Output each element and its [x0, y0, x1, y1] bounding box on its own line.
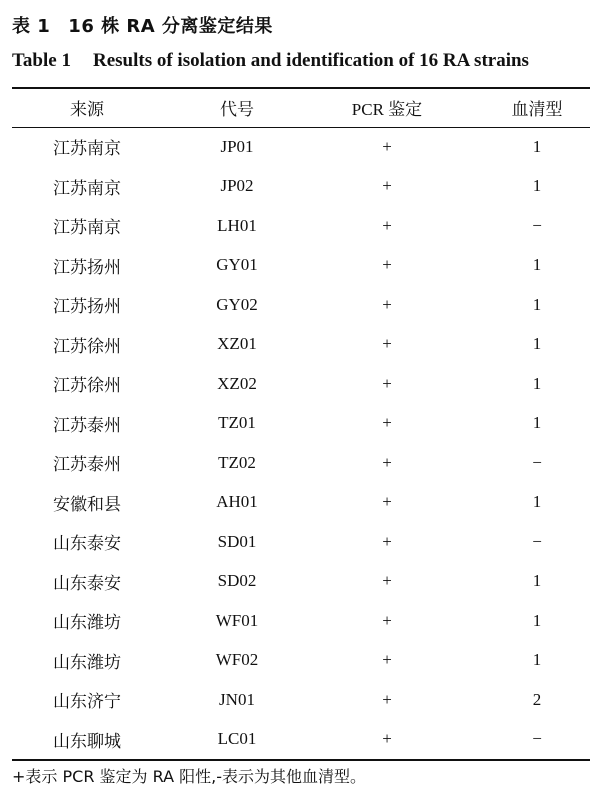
- origin-cell: 江苏扬州: [53, 257, 121, 278]
- pcr-cell: +: [382, 413, 392, 433]
- origin-cell: 山东济宁: [53, 692, 121, 713]
- origin-cell: 山东潍坊: [53, 613, 121, 634]
- origin-cell: 山东泰安: [53, 573, 121, 594]
- code-cell: WF01: [215, 610, 259, 630]
- pcr-cell: +: [382, 255, 392, 275]
- code-cell: JN01: [219, 689, 255, 709]
- origin-cell: 江苏南京: [53, 218, 121, 239]
- table-number-cn: 表 1: [12, 16, 51, 37]
- table-bottom-rule: [12, 759, 590, 761]
- table-row: [12, 285, 590, 325]
- table-row: [12, 364, 590, 404]
- table-row: [12, 325, 590, 365]
- header-code: 代号: [220, 100, 254, 120]
- origin-cell: 江苏南京: [53, 178, 121, 199]
- pcr-cell: +: [382, 610, 392, 630]
- table-row: [12, 206, 590, 246]
- serotype-cell: −: [532, 215, 542, 235]
- code-cell: JP02: [220, 176, 254, 196]
- table-body: [12, 127, 590, 759]
- origin-cell: 山东泰安: [53, 534, 121, 555]
- table-row: [12, 680, 590, 720]
- serotype-cell: 1: [532, 610, 542, 630]
- serotype-cell: 1: [532, 255, 542, 275]
- origin-cell: 山东潍坊: [53, 652, 121, 673]
- serotype-cell: 1: [532, 413, 542, 433]
- table-row: [12, 246, 590, 286]
- table-number-en: Table 1: [12, 50, 71, 71]
- serotype-cell: −: [532, 729, 542, 749]
- pcr-cell: +: [382, 452, 392, 472]
- serotype-cell: 1: [532, 492, 542, 512]
- table-caption-cn: 16 株 RA 分离鉴定结果: [68, 16, 273, 37]
- header-origin: 来源: [70, 100, 104, 120]
- code-cell: TZ02: [218, 452, 256, 472]
- pcr-cell: +: [382, 294, 392, 314]
- results-table: [12, 88, 590, 759]
- origin-cell: 江苏扬州: [53, 297, 121, 318]
- serotype-cell: 1: [532, 650, 542, 670]
- pcr-cell: +: [382, 689, 392, 709]
- table-caption-en: Results of isolation and identification of 16 RA strains: [92, 50, 529, 71]
- pcr-cell: +: [382, 650, 392, 670]
- code-cell: TZ01: [218, 413, 256, 433]
- header-serotype: 血清型: [511, 100, 563, 120]
- table-title-en: [12, 50, 529, 72]
- origin-cell: 安徽和县: [53, 494, 121, 515]
- code-cell: JP01: [220, 136, 254, 156]
- origin-cell: 江苏徐州: [53, 376, 121, 397]
- code-cell: SD02: [217, 571, 257, 591]
- code-cell: LH01: [217, 215, 257, 235]
- origin-cell: 山东聊城: [53, 731, 121, 752]
- table-row: [12, 127, 590, 167]
- serotype-cell: 1: [532, 294, 542, 314]
- table-footnote: +表示 PCR 鉴定为 RA 阳性,-表示为其他血清型。: [12, 767, 366, 786]
- table-row: [12, 167, 590, 207]
- serotype-cell: 1: [532, 571, 542, 591]
- table-row: [12, 404, 590, 444]
- serotype-cell: 2: [532, 689, 542, 709]
- pcr-cell: +: [382, 492, 392, 512]
- origin-cell: 江苏泰州: [53, 415, 121, 436]
- code-cell: XZ02: [217, 373, 257, 393]
- serotype-cell: 1: [532, 136, 542, 156]
- table-row: [12, 601, 590, 641]
- code-cell: XZ01: [217, 334, 257, 354]
- pcr-cell: +: [382, 729, 392, 749]
- table-title-cn: [12, 12, 273, 38]
- origin-cell: 江苏徐州: [53, 336, 121, 357]
- origin-cell: 江苏泰州: [53, 455, 121, 476]
- pcr-cell: +: [382, 531, 392, 551]
- serotype-cell: 1: [532, 373, 542, 393]
- serotype-cell: 1: [532, 176, 542, 196]
- table-row: [12, 443, 590, 483]
- pcr-cell: +: [382, 373, 392, 393]
- code-cell: SD01: [217, 531, 257, 551]
- pcr-cell: +: [382, 136, 392, 156]
- table-row: [12, 522, 590, 562]
- serotype-cell: −: [532, 531, 542, 551]
- pcr-cell: +: [382, 571, 392, 591]
- table-header-row: [12, 88, 590, 127]
- code-cell: WF02: [215, 650, 259, 670]
- header-pcr: PCR 鉴定: [351, 100, 423, 119]
- code-cell: AH01: [216, 492, 258, 512]
- origin-cell: 江苏南京: [53, 139, 121, 160]
- serotype-cell: −: [532, 452, 542, 472]
- code-cell: LC01: [217, 729, 257, 749]
- pcr-cell: +: [382, 334, 392, 354]
- serotype-cell: 1: [532, 334, 542, 354]
- pcr-cell: +: [382, 176, 392, 196]
- pcr-cell: +: [382, 215, 392, 235]
- table-row: [12, 562, 590, 602]
- code-cell: GY02: [216, 294, 258, 314]
- table-row: [12, 641, 590, 681]
- table-row: [12, 483, 590, 523]
- code-cell: GY01: [216, 255, 258, 275]
- table-row: [12, 720, 590, 760]
